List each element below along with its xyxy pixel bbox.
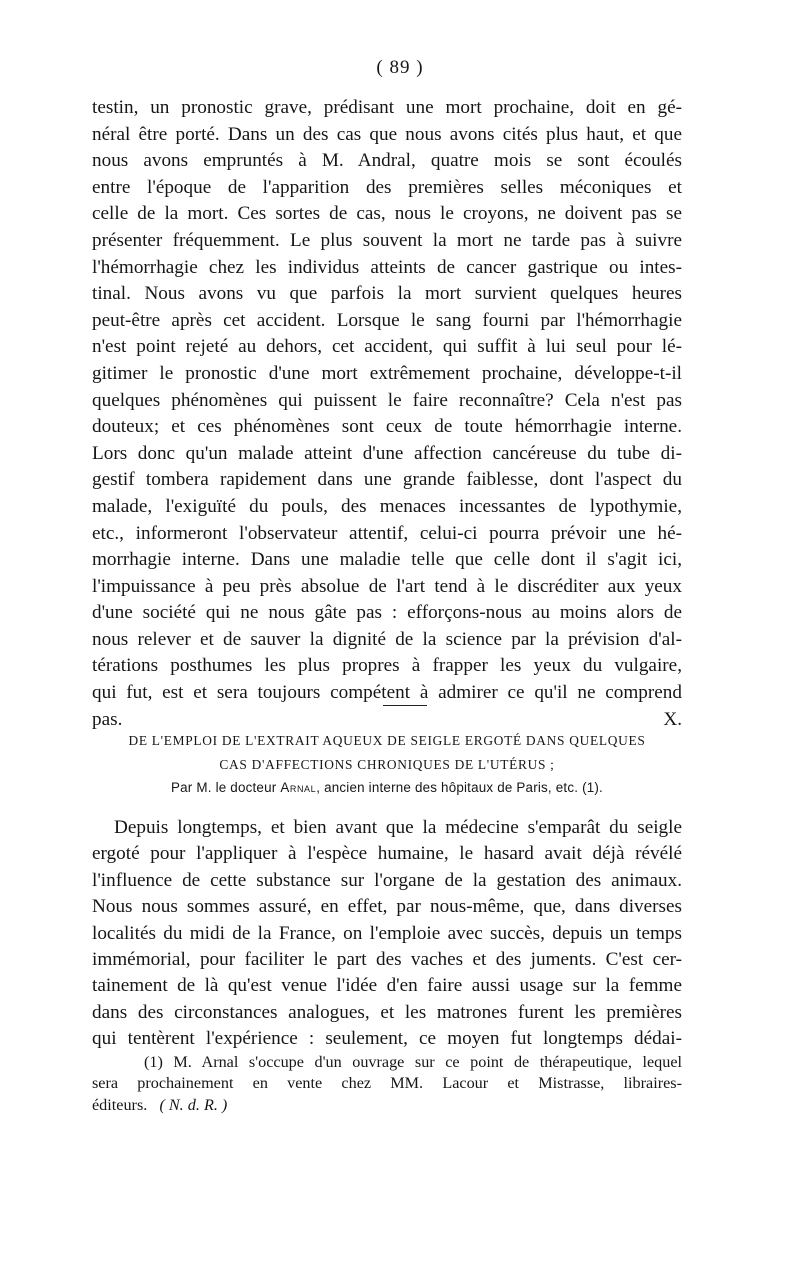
text-line: nous avons empruntés à M. Andral, quatre mois se sont écoulés xyxy=(92,150,682,172)
text-line: testin, un pronostic grave, prédisant une mort prochaine, doit en gé- xyxy=(92,97,682,118)
text-line: douteux; et ces phénomènes sont ceux de toute hémorrhagie interne. xyxy=(92,416,682,438)
footnote-line: sera prochainement en vente chez MM. Lacour et Mistrasse, libraires- xyxy=(92,1074,682,1093)
text-line: d'une société qui ne nous gâte pas : efforçons-nous au moins alors de xyxy=(92,602,682,624)
article-body xyxy=(92,815,682,1053)
byline-author: Arnal xyxy=(280,780,317,795)
text-line: qui tentèrent l'expérience : seulement, ce moyen fut longtemps dédai- xyxy=(92,1028,682,1050)
article-title xyxy=(92,729,682,777)
text-line: nous relever et de sauver la dignité de la science par la prévision d'al- xyxy=(92,628,682,650)
text-line: qui fut, est et sera toujours compétent à admirer ce qu'il ne comprend xyxy=(92,682,682,704)
text-line: gitimer le pronostic d'une mort extrêmement prochaine, développe-t-il xyxy=(92,362,682,384)
section-divider xyxy=(383,705,427,706)
text-line: l'impuissance à peu près absolue de l'art tend à le discréditer aux yeux xyxy=(92,575,682,597)
byline-suffix: , ancien interne des hôpitaux de Paris, etc. (1). xyxy=(316,780,603,795)
text-line: térations posthumes les plus propres à frapper les yeux du vulgaire, xyxy=(92,655,682,677)
text-line: n'est point rejeté au dehors, cet accident, qui suffit à lui seul pour lé- xyxy=(92,336,682,358)
text-line: morrhagie interne. Dans une maladie telle que celle dont il s'agit ici, xyxy=(92,549,682,571)
text-line: dans des circonstances analogues, et les matrones furent les premières xyxy=(92,1001,682,1023)
article-title-line: CAS D'AFFECTIONS CHRONIQUES DE L'UTÉRUS ; xyxy=(219,757,555,772)
author-signature: X. xyxy=(663,708,682,730)
text-line: etc., informeront l'observateur attentif, celui-ci pourra prévoir une hé- xyxy=(92,522,682,544)
text-line: malade, l'exiguïté du pouls, des menaces incessantes de lypothymie, xyxy=(92,495,682,517)
text-line: Nous nous sommes assuré, en effet, par nous-même, que, dans diverses xyxy=(92,896,682,918)
footnote xyxy=(92,1052,682,1116)
text-line: l'hémorrhagie chez les individus atteints de cancer gastrique ou intes- xyxy=(92,256,682,278)
footnote-tail: éditeurs. xyxy=(92,1095,148,1114)
text-line: néral être porté. Dans un des cas que nous avons cités plus haut, et que xyxy=(92,123,682,145)
text-line: ergoté pour l'appliquer à l'espèce humaine, le hasard avait déjà révélé xyxy=(92,843,682,865)
text-line: Lors donc qu'un malade atteint d'une affection cancéreuse du tube di- xyxy=(92,442,682,464)
editor-note: ( N. d. R. ) xyxy=(159,1095,228,1114)
text-line: localités du midi de la France, on l'emploie avec succès, depuis un temps xyxy=(92,922,682,944)
text-line: quelques phénomènes qui puissent le faire reconnaître? Cela n'est pas xyxy=(92,389,682,411)
text-line: peut-être après cet accident. Lorsque le sang fourni par l'hémorrhagie xyxy=(92,309,682,331)
last-line-word: pas. xyxy=(92,708,123,730)
footnote-line xyxy=(92,1095,682,1116)
article-byline xyxy=(92,780,682,795)
text-line: tinal. Nous avons vu que parfois la mort survient quelques heures xyxy=(92,283,682,305)
text-line: tainement de là qu'est venue l'idée d'en faire aussi usage sur la femme xyxy=(92,975,682,997)
page-number: ( 89 ) xyxy=(376,57,424,78)
article-title-line: DE L'EMPLOI DE L'EXTRAIT AQUEUX DE SEIGLE ERGOTÉ DANS QUELQUES xyxy=(128,733,646,748)
text-line: présenter fréquemment. Le plus souvent la mort ne tarde pas à suivre xyxy=(92,229,682,251)
footnote-line: (1) M. Arnal s'occupe d'un ouvrage sur ce point de thérapeutique, lequel xyxy=(144,1053,682,1071)
text-line: entre l'époque de l'apparition des premières selles méconiques et xyxy=(92,176,682,198)
text-line: l'influence de cette substance sur l'organe de la gestation des animaux. xyxy=(92,869,682,891)
text-line: celle de la mort. Ces sortes de cas, nous le croyons, ne doivent pas se xyxy=(92,203,682,225)
text-line: Depuis longtemps, et bien avant que la médecine s'emparât du seigle xyxy=(114,817,682,838)
byline-prefix: Par M. le docteur xyxy=(171,780,277,795)
text-line: immémorial, pour faciliter le part des vaches et des juments. C'est cer- xyxy=(92,949,682,971)
text-line: gestif tombera rapidement dans une grande faiblesse, dont l'aspect du xyxy=(92,469,682,491)
continuation-text xyxy=(92,95,682,733)
